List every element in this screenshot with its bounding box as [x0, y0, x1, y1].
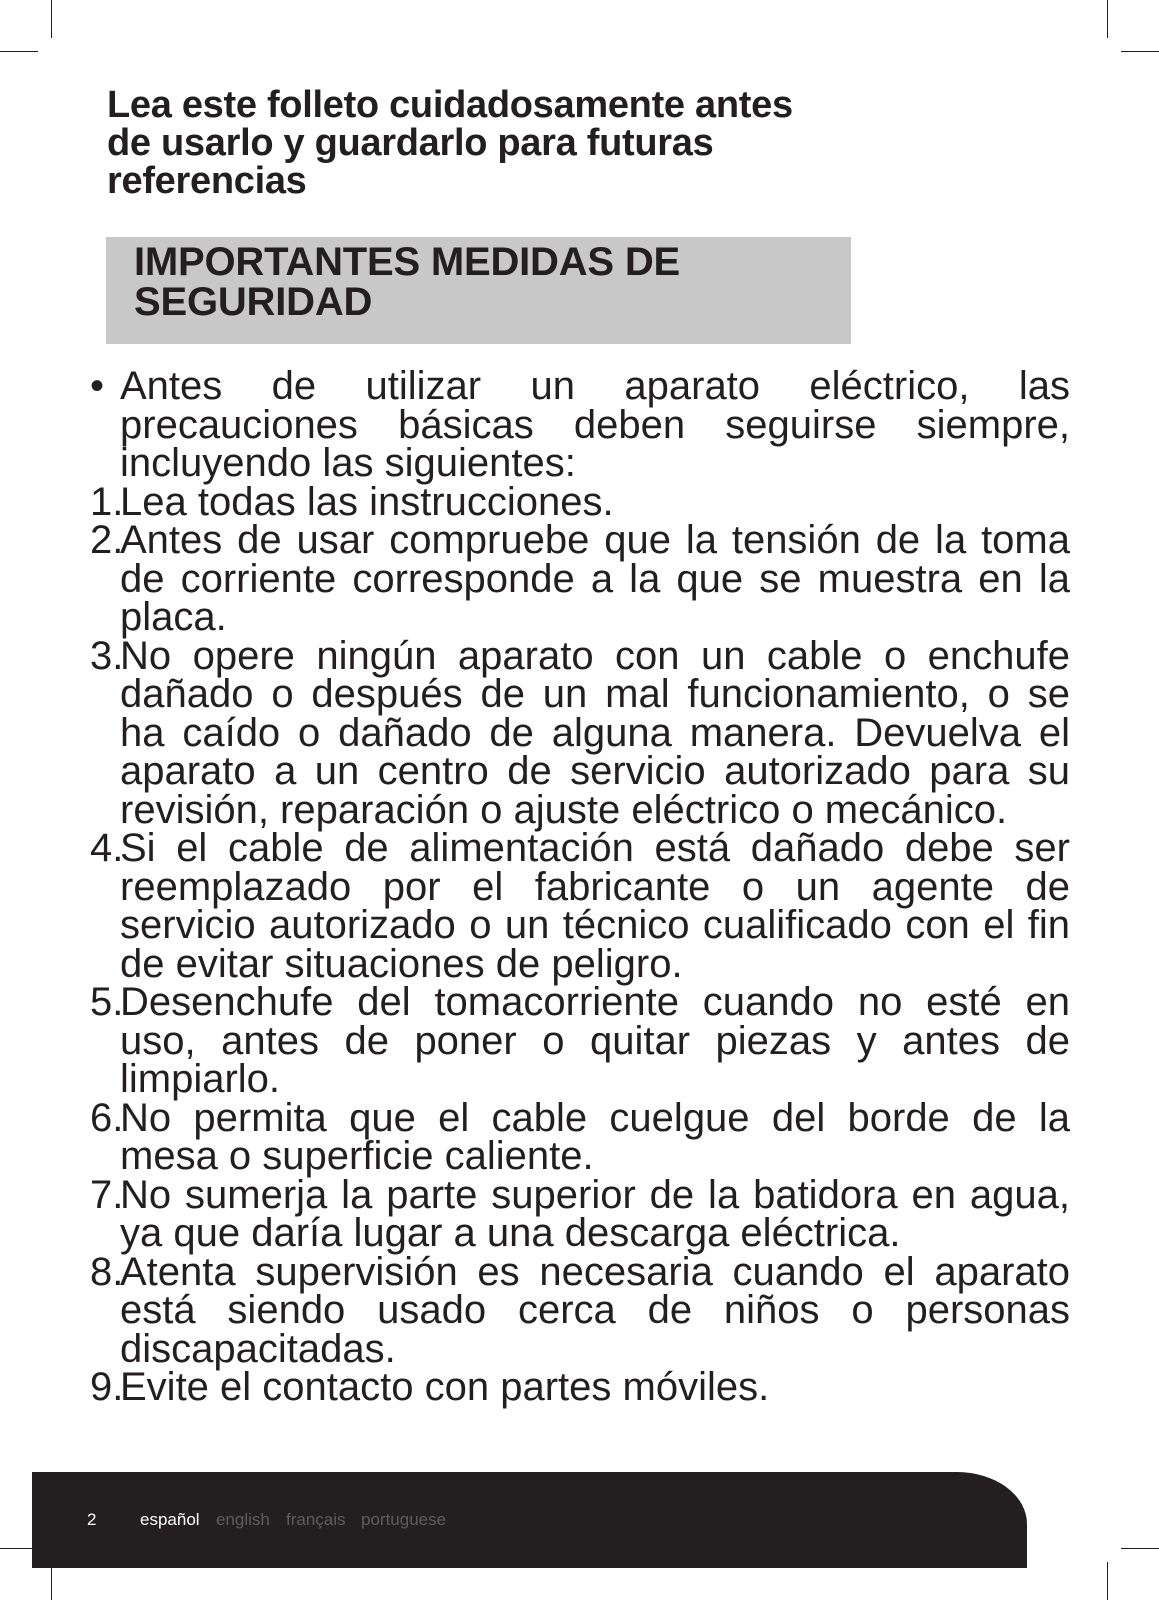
intro-line-2: de usarlo y guardarlo para futuras — [107, 122, 714, 164]
crop-mark-bottom-right-horizontal — [1121, 1548, 1159, 1549]
list-item-text: Lea todas las instrucciones. — [120, 479, 614, 524]
list-item-text: Atenta supervisión es necesaria cuando el aparato está siendo usado cerca de niños o personas discapacitadas. — [120, 1249, 1070, 1371]
intro-line-3: referencias — [107, 160, 307, 202]
language-portuguese: portuguese — [361, 1510, 447, 1529]
language-francais: français — [286, 1510, 346, 1529]
list-item-number: 8. — [90, 1249, 124, 1294]
crop-mark-top-left-horizontal — [0, 51, 38, 52]
intro-bullet-item — [90, 364, 1070, 485]
bullet-marker: • — [90, 364, 105, 408]
list-item-text: No opere ningún aparato con un cable o enchufe dañado o después de un mal funcionamiento, o se ha caído o dañado de alguna manera. Devuelva el aparato a un centro de servicio autorizado para su revisión, reparación o ajuste eléctrico o mecánico. — [120, 633, 1070, 832]
list-item-9 — [90, 1365, 1070, 1409]
list-item-4 — [90, 826, 1070, 986]
list-item-6 — [90, 1095, 1070, 1178]
crop-mark-top-right-horizontal — [1121, 51, 1159, 52]
safety-heading-line-2: SEGURIDAD — [134, 280, 373, 324]
safety-heading-box — [106, 237, 851, 344]
crop-mark-bottom-right-vertical — [1107, 1562, 1108, 1600]
list-item-number: 6. — [90, 1095, 124, 1140]
list-item-1 — [90, 479, 1070, 524]
page-footer — [32, 1472, 1027, 1568]
bullet-text: Antes de utilizar un aparato eléctrico, las precauciones básicas deben seguirse siempre, incluyendo las siguientes: — [120, 364, 1070, 485]
list-item-2 — [90, 518, 1070, 639]
list-item-5 — [90, 980, 1070, 1101]
list-item-number: 5. — [90, 980, 124, 1024]
list-item-number: 9. — [90, 1365, 124, 1409]
safety-instructions-list — [90, 364, 1070, 1409]
safety-heading — [134, 242, 834, 322]
intro-line-1: Lea este folleto cuidadosamente antes — [107, 84, 793, 126]
list-item-text: Evite el contacto con partes móviles. — [120, 1365, 770, 1409]
list-item-number: 3. — [90, 633, 124, 678]
language-english: english — [216, 1510, 270, 1529]
list-item-text: Si el cable de alimentación está dañado debe ser reemplazado por el fabricante o un agente de servicio autorizado o un técnico cualificado con el fin de evitar situaciones de peligro. — [120, 826, 1070, 986]
language-espanol: español — [140, 1510, 200, 1529]
list-item-text: Antes de usar compruebe que la tensión de la toma de corriente corresponde a la que se muestra en la placa. — [120, 518, 1070, 639]
list-item-text: No permita que el cable cuelgue del borde de la mesa o superficie caliente. — [120, 1095, 1070, 1178]
list-item-text: Desenchufe del tomacorriente cuando no esté en uso, antes de poner o quitar piezas y antes de limpiarlo. — [120, 980, 1070, 1101]
list-item-3 — [90, 633, 1070, 832]
list-item-text: No sumerja la parte superior de la batidora en agua, ya que daría lugar a una descarga eléctrica. — [120, 1172, 1070, 1255]
crop-mark-top-left-vertical — [51, 0, 52, 38]
list-item-number: 2. — [90, 518, 124, 562]
list-item-number: 1. — [90, 479, 124, 524]
list-item-7 — [90, 1172, 1070, 1255]
intro-heading — [107, 86, 1007, 200]
page-number: 2 — [87, 1510, 97, 1529]
list-item-8 — [90, 1249, 1070, 1371]
list-item-number: 4. — [90, 826, 124, 870]
list-item-number: 7. — [90, 1172, 124, 1217]
crop-mark-top-right-vertical — [1107, 0, 1108, 38]
safety-heading-line-1: IMPORTANTES MEDIDAS DE — [134, 240, 680, 284]
